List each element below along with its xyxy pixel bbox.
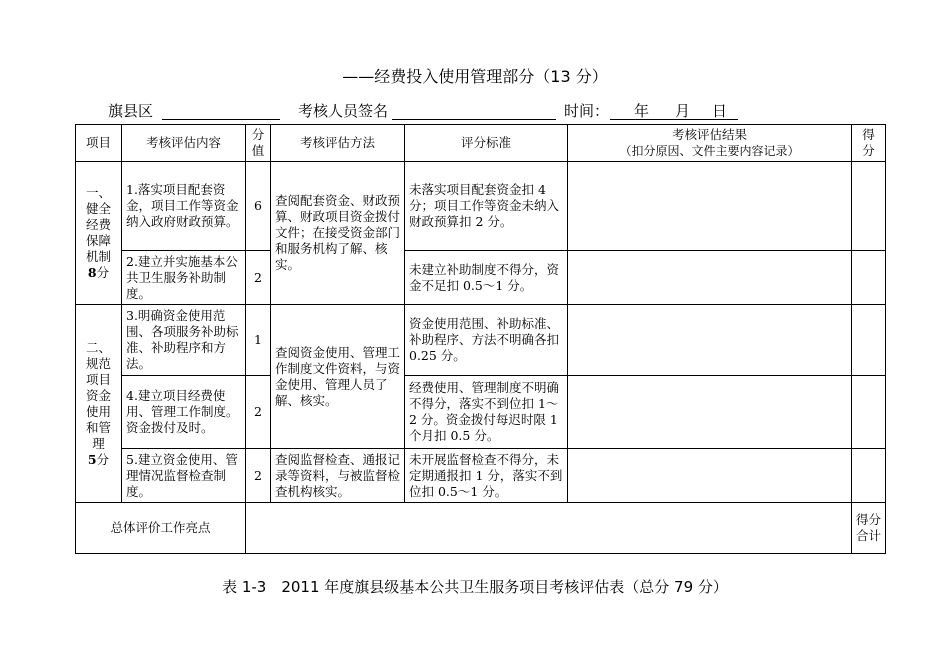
standard-cell: 未开展监督检查不得分，未定期通报扣 1 分，落实不到位扣 0.5～1 分。	[405, 449, 568, 503]
result-cell[interactable]	[568, 305, 852, 376]
result-cell[interactable]	[568, 251, 852, 305]
month-label: 月	[675, 102, 691, 120]
table-row	[76, 449, 886, 503]
content-cell: 5.建立资金使用、管理情况监督检查制度。	[122, 449, 246, 503]
content-cell: 4.建立项目经费使用、管理工作制度。资金拨付及时。	[122, 376, 246, 449]
summary-field[interactable]	[246, 503, 852, 554]
score-cell: 6	[246, 162, 271, 251]
score-cell: 2	[246, 251, 271, 305]
header-points: 得分	[852, 125, 886, 162]
standard-cell: 未建立补助制度不得分，资金不足扣 0.5～1 分。	[405, 251, 568, 305]
result-cell[interactable]	[568, 162, 852, 251]
header-result	[568, 125, 852, 162]
inspector-field[interactable]	[392, 119, 556, 120]
county-field[interactable]	[162, 119, 280, 120]
points-cell[interactable]	[852, 251, 886, 305]
score-cell: 2	[246, 449, 271, 503]
standard-cell: 经费使用、管理制度不明确不得分，落实不到位扣 1～2 分。资金拨付每迟时限 1 个月扣 0.5 分。	[405, 376, 568, 449]
table-row	[76, 376, 886, 449]
year-label: 年	[634, 102, 650, 120]
table-row	[76, 305, 886, 376]
county-label: 旗县区	[108, 102, 154, 120]
header-standard: 评分标准	[405, 125, 568, 162]
total-label: 得分合计	[852, 503, 886, 554]
project-cell-2: 二、规范项目资金使用和管理 5分	[76, 305, 122, 503]
header-content: 考核评估内容	[122, 125, 246, 162]
method-cell: 查阅资金使用、管理工作制度文件资料，与资金使用、管理人员了解、核实。	[271, 305, 405, 449]
standard-cell: 资金使用范围、补助标准、补助程序、方法不明确各扣 0.25 分。	[405, 305, 568, 376]
content-cell: 1.落实项目配套资金，项目工作等资金纳入政府财政预算。	[122, 162, 246, 251]
header-project: 项目	[76, 125, 122, 162]
table-row	[76, 162, 886, 251]
points-cell[interactable]	[852, 376, 886, 449]
score-cell: 2	[246, 376, 271, 449]
header-method: 考核评估方法	[271, 125, 405, 162]
table-row	[76, 251, 886, 305]
result-cell[interactable]	[568, 376, 852, 449]
summary-label: 总体评价工作亮点	[76, 503, 246, 554]
day-label: 日	[712, 102, 728, 120]
inspector-label: 考核人员签名	[298, 102, 389, 120]
page-title: ——经费投入使用管理部分（13 分）	[342, 67, 608, 86]
points-cell[interactable]	[852, 449, 886, 503]
method-cell: 查阅监督检查、通报记录等资料，与被监督检查机构核实。	[271, 449, 405, 503]
footer-row	[76, 503, 886, 554]
header-result-title: 考核评估结果	[671, 127, 747, 142]
standard-cell: 未落实项目配套资金扣 4 分；项目工作等资金未纳入财政预算扣 2 分。	[405, 162, 568, 251]
project-cell-1: 一、健全经费保障机制 8分	[76, 162, 122, 305]
header-score: 分值	[246, 125, 271, 162]
method-cell: 查阅配套资金、财政预算、财政项目资金拨付文件；在接受资金部门和服务机构了解、核实。	[271, 162, 405, 305]
score-cell: 1	[246, 305, 271, 376]
header-row	[76, 125, 886, 162]
content-cell: 2.建立并实施基本公共卫生服务补助制度。	[122, 251, 246, 305]
table-caption: 表 1-3 2011 年度旗县级基本公共卫生服务项目考核评估表（总分 79 分）	[222, 578, 728, 596]
time-label: 时间：	[564, 102, 610, 120]
evaluation-table	[75, 124, 886, 554]
points-cell[interactable]	[852, 162, 886, 251]
header-result-note: （扣分原因、文件主要内容记录）	[619, 144, 800, 158]
points-cell[interactable]	[852, 305, 886, 376]
result-cell[interactable]	[568, 449, 852, 503]
content-cell: 3.明确资金使用范围、各项服务补助标准、补助程序和方法。	[122, 305, 246, 376]
